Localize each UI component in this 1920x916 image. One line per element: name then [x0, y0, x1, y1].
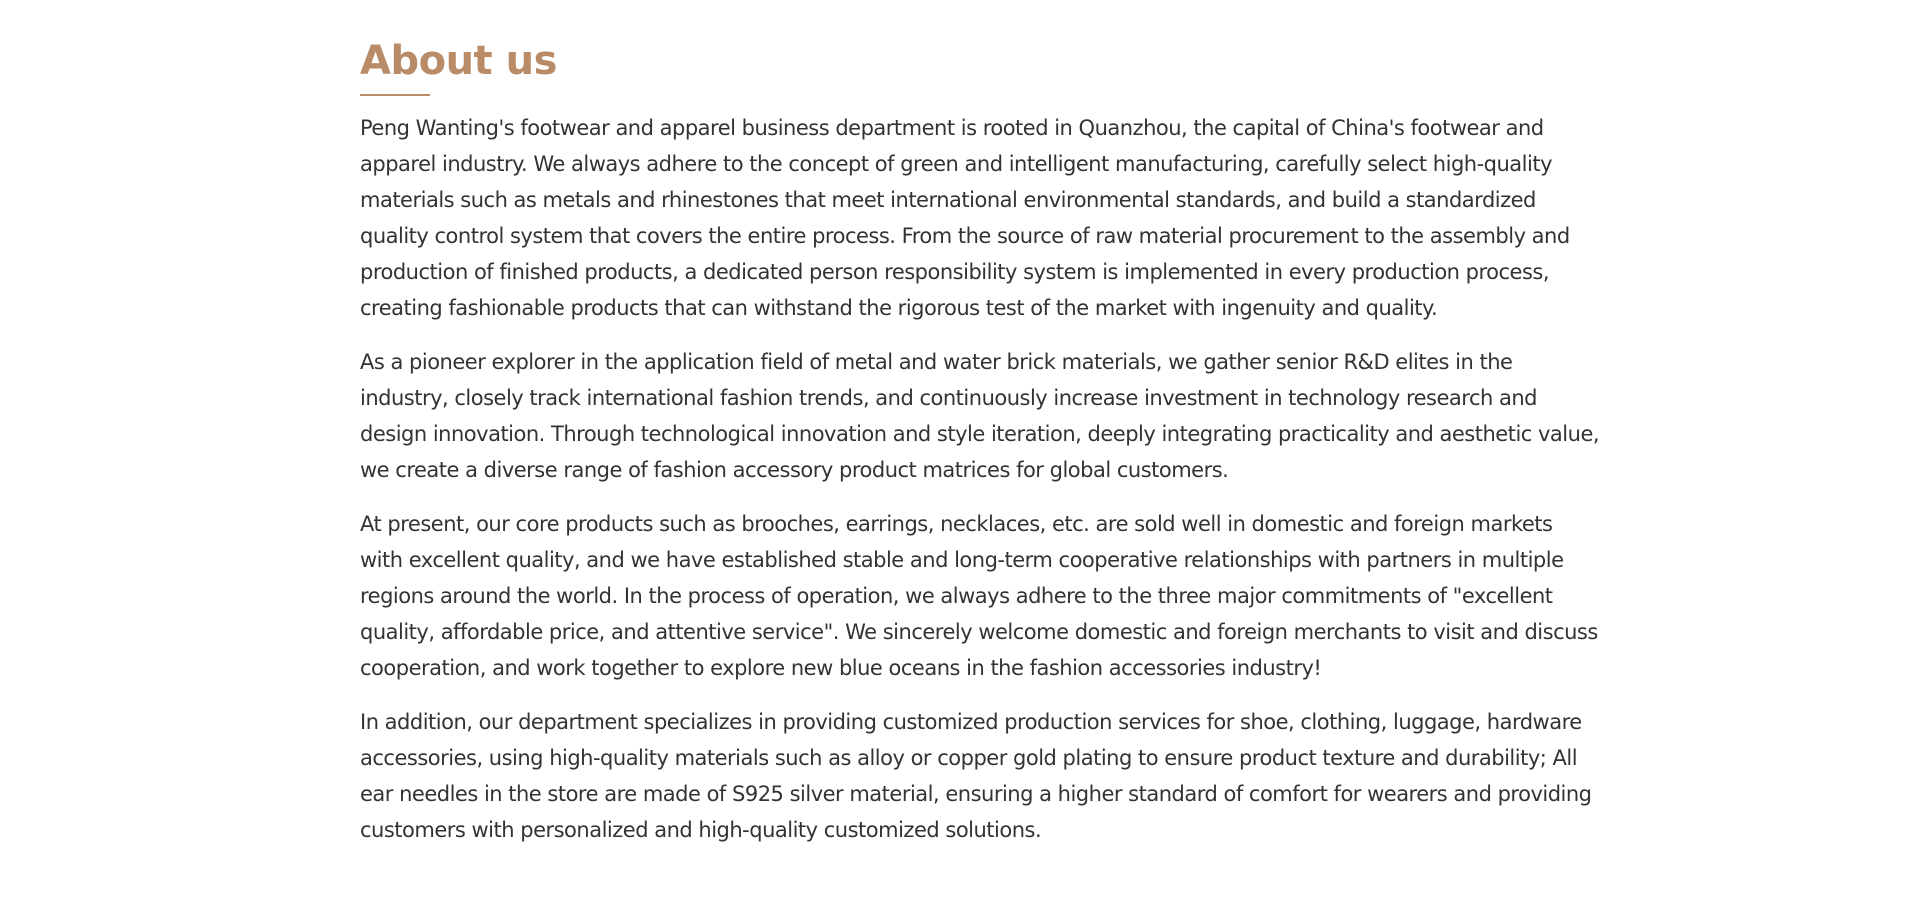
about-body — [360, 110, 1600, 848]
about-section — [360, 0, 1600, 866]
about-paragraph-4: In addition, our department specializes in providing customized production services for shoe, clothing, luggage, hardware accessories, using high-quality materials such as alloy or copper gold plating to ensure product texture and durability; All ear needles in the store are made of S925 silver material, ensuring a higher standard of comfort for wearers and providing customers with personalized and high-quality customized solutions. — [360, 710, 1592, 842]
title-underline — [360, 94, 430, 96]
page-title: About us — [360, 38, 557, 84]
about-paragraph-1: Peng Wanting's footwear and apparel business department is rooted in Quanzhou, the capital of China's footwear and apparel industry. We always adhere to the concept of green and intelligent manufacturing, carefully select high-quality materials such as metals and rhinestones that meet international environmental standards, and build a standardized quality control system that covers the entire process. From the source of raw material procurement to the assembly and production of finished products, a dedicated person responsibility system is implemented in every production process, creating fashionable products that can withstand the rigorous test of the market with ingenuity and quality. — [360, 116, 1570, 320]
about-paragraph-3: At present, our core products such as brooches, earrings, necklaces, etc. are sold well in domestic and foreign markets with excellent quality, and we have established stable and long-term cooperative relationships with partners in multiple regions around the world. In the process of operation, we always adhere to the three major commitments of "excellent quality, affordable price, and attentive service". We sincerely welcome domestic and foreign merchants to visit and discuss cooperation, and work together to explore new blue oceans in the fashion accessories industry! — [360, 512, 1598, 680]
about-paragraph-2: As a pioneer explorer in the application field of metal and water brick materials, we gather senior R&D elites in the industry, closely track international fashion trends, and continuously increase investment in technology research and design innovation. Through technological innovation and style iteration, deeply integrating practicality and aesthetic value, we create a diverse range of fashion accessory product matrices for global customers. — [360, 350, 1600, 482]
